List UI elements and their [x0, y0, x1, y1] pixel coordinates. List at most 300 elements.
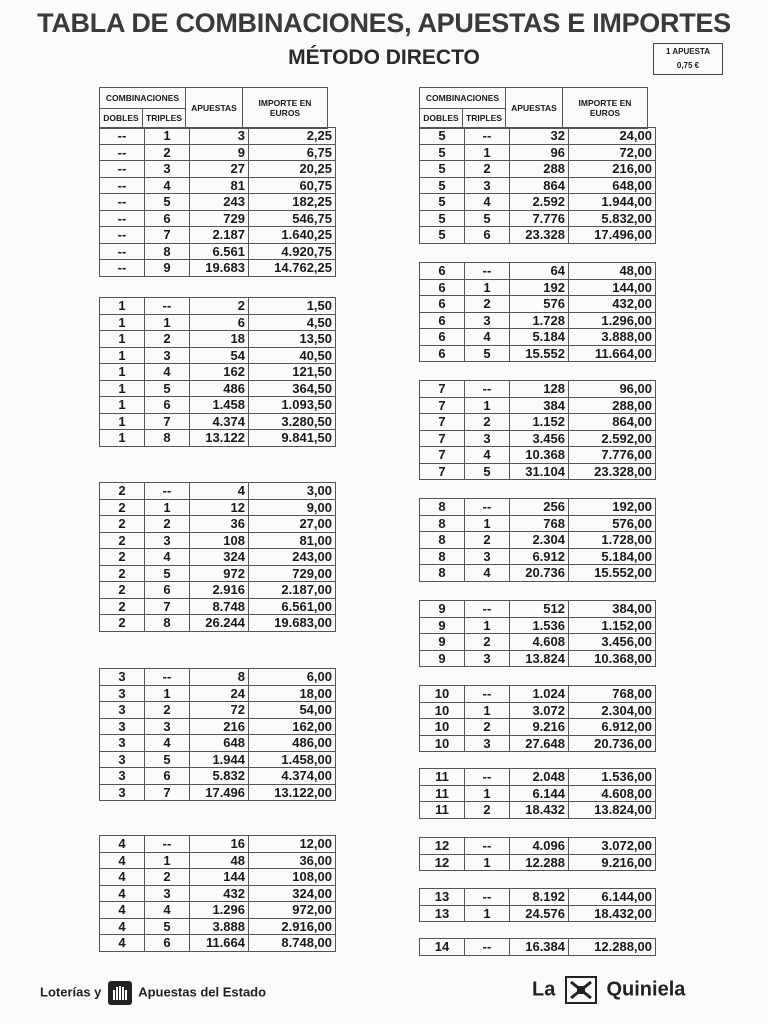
cell-importe: 3.280,50	[249, 413, 336, 430]
cell-importe: 36,00	[249, 852, 336, 869]
cell-triples: 2	[145, 702, 190, 719]
table-row	[100, 128, 336, 145]
price-box	[653, 43, 723, 75]
cell-dobles: 3	[100, 784, 145, 801]
cell-dobles: 1	[100, 430, 145, 447]
cell-importe: 12.288,00	[569, 939, 656, 956]
cell-dobles: 14	[420, 939, 465, 956]
table-row	[100, 869, 336, 886]
cell-importe: 6,75	[249, 144, 336, 161]
cell-importe: 3.072,00	[569, 838, 656, 855]
cell-apuestas: 16.384	[510, 939, 569, 956]
cell-apuestas: 12.288	[510, 854, 569, 871]
page-subtitle: MÉTODO DIRECTO	[288, 46, 480, 69]
cell-importe: 108,00	[249, 869, 336, 886]
cell-dobles: 7	[420, 430, 465, 447]
cell-dobles: 1	[100, 364, 145, 381]
table-row	[100, 918, 336, 935]
combination-table	[419, 768, 656, 819]
cell-dobles: 3	[100, 685, 145, 702]
cell-apuestas: 18.432	[510, 802, 569, 819]
cell-dobles: 2	[100, 615, 145, 632]
combination-table	[419, 380, 656, 480]
cell-importe: 486,00	[249, 735, 336, 752]
cell-importe: 3,00	[249, 483, 336, 500]
cell-dobles: 3	[100, 669, 145, 686]
cell-triples: 2	[465, 532, 510, 549]
table-row	[420, 939, 656, 956]
cell-apuestas: 32	[510, 128, 569, 145]
cell-triples: 1	[465, 702, 510, 719]
combination-table	[419, 685, 656, 752]
cell-apuestas: 384	[510, 397, 569, 414]
table-row	[420, 194, 656, 211]
cell-triples: 1	[145, 852, 190, 869]
cell-apuestas: 1.296	[190, 902, 249, 919]
table-row	[420, 463, 656, 480]
table-row	[100, 314, 336, 331]
table-row	[420, 769, 656, 786]
cell-dobles: 6	[420, 279, 465, 296]
cell-triples: 4	[465, 447, 510, 464]
cell-apuestas: 3.888	[190, 918, 249, 935]
cell-dobles: 4	[100, 869, 145, 886]
cell-dobles: 2	[100, 582, 145, 599]
cell-apuestas: 1.024	[510, 686, 569, 703]
hand-icon	[107, 980, 133, 1006]
cell-apuestas: 2.592	[510, 194, 569, 211]
cell-triples: 3	[465, 548, 510, 565]
cell-triples: 3	[465, 650, 510, 667]
table-row	[420, 263, 656, 280]
price-value: 0,75 €	[676, 61, 700, 70]
cell-dobles: 6	[420, 263, 465, 280]
combination-table	[419, 127, 656, 244]
table-row	[100, 144, 336, 161]
table-row	[420, 296, 656, 313]
table-row	[100, 194, 336, 211]
cell-dobles: 6	[420, 329, 465, 346]
cell-apuestas: 576	[510, 296, 569, 313]
cell-importe: 81,00	[249, 532, 336, 549]
cell-triples: 6	[145, 582, 190, 599]
cell-dobles: 4	[100, 918, 145, 935]
cell-apuestas: 3.456	[510, 430, 569, 447]
cell-dobles: 5	[420, 210, 465, 227]
table-row	[100, 347, 336, 364]
cell-triples: 6	[465, 227, 510, 244]
cell-dobles: 5	[420, 128, 465, 145]
cell-triples: --	[465, 939, 510, 956]
left-table-header	[99, 87, 328, 129]
cell-importe: 12,00	[249, 836, 336, 853]
table-row	[420, 889, 656, 906]
cell-dobles: 7	[420, 397, 465, 414]
table-row	[420, 227, 656, 244]
cell-apuestas: 4.608	[510, 634, 569, 651]
cell-apuestas: 512	[510, 601, 569, 618]
cell-apuestas: 27	[190, 161, 249, 178]
cell-apuestas: 486	[190, 380, 249, 397]
cell-importe: 5.832,00	[569, 210, 656, 227]
cell-apuestas: 11.664	[190, 935, 249, 952]
cell-triples: 6	[145, 210, 190, 227]
table-row	[100, 852, 336, 869]
cell-triples: 3	[465, 312, 510, 329]
cell-triples: 1	[465, 785, 510, 802]
cell-importe: 5.184,00	[569, 548, 656, 565]
table-row	[420, 565, 656, 582]
cell-apuestas: 288	[510, 161, 569, 178]
cell-apuestas: 8.192	[510, 889, 569, 906]
cell-dobles: 10	[420, 702, 465, 719]
cell-triples: 2	[145, 331, 190, 348]
table-row	[100, 549, 336, 566]
cell-dobles: 2	[100, 499, 145, 516]
table-row	[420, 430, 656, 447]
cell-apuestas: 24	[190, 685, 249, 702]
cell-apuestas: 31.104	[510, 463, 569, 480]
combination-table	[419, 888, 656, 922]
cell-importe: 72,00	[569, 144, 656, 161]
cell-dobles: --	[100, 243, 145, 260]
cell-apuestas: 768	[510, 515, 569, 532]
table-row	[100, 499, 336, 516]
cell-importe: 121,50	[249, 364, 336, 381]
cell-apuestas: 6.561	[190, 243, 249, 260]
table-row	[100, 331, 336, 348]
cell-dobles: 1	[100, 298, 145, 315]
table-row	[420, 634, 656, 651]
combination-table	[99, 127, 336, 277]
cell-importe: 96,00	[569, 381, 656, 398]
cell-triples: --	[465, 263, 510, 280]
cell-apuestas: 1.944	[190, 751, 249, 768]
cell-importe: 6.561,00	[249, 598, 336, 615]
cell-apuestas: 729	[190, 210, 249, 227]
cell-triples: 2	[465, 161, 510, 178]
quiniela-logo	[532, 976, 685, 1004]
table-row	[420, 532, 656, 549]
cell-apuestas: 162	[190, 364, 249, 381]
cell-triples: 4	[145, 364, 190, 381]
cell-importe: 432,00	[569, 296, 656, 313]
cell-importe: 1.640,25	[249, 227, 336, 244]
cell-importe: 768,00	[569, 686, 656, 703]
cell-dobles: 13	[420, 889, 465, 906]
cell-apuestas: 2.304	[510, 532, 569, 549]
cell-triples: 4	[465, 329, 510, 346]
cell-importe: 48,00	[569, 263, 656, 280]
cell-apuestas: 1.728	[510, 312, 569, 329]
cell-dobles: 7	[420, 381, 465, 398]
cell-dobles: 4	[100, 902, 145, 919]
cell-dobles: --	[100, 144, 145, 161]
page-title: TABLA DE COMBINACIONES, APUESTAS E IMPORTES	[37, 8, 731, 38]
loterias-logo	[40, 980, 266, 1006]
cell-triples: 2	[145, 516, 190, 533]
cell-dobles: 3	[100, 718, 145, 735]
cell-apuestas: 36	[190, 516, 249, 533]
combination-table	[419, 938, 656, 956]
combination-table	[99, 297, 336, 447]
table-row	[420, 515, 656, 532]
cell-triples: 1	[465, 144, 510, 161]
cell-triples: 7	[145, 413, 190, 430]
table-row	[100, 210, 336, 227]
cell-triples: 4	[145, 549, 190, 566]
right-table-header	[419, 87, 648, 129]
cell-importe: 546,75	[249, 210, 336, 227]
cell-dobles: 4	[100, 852, 145, 869]
cell-importe: 324,00	[249, 885, 336, 902]
table-row	[420, 210, 656, 227]
cell-triples: 7	[145, 598, 190, 615]
table-row	[420, 329, 656, 346]
table-row	[100, 298, 336, 315]
cell-apuestas: 13.824	[510, 650, 569, 667]
cell-dobles: 2	[100, 565, 145, 582]
table-row	[420, 802, 656, 819]
cell-dobles: 3	[100, 768, 145, 785]
cell-apuestas: 864	[510, 177, 569, 194]
cell-triples: 1	[465, 279, 510, 296]
cell-importe: 1.536,00	[569, 769, 656, 786]
cell-dobles: 5	[420, 144, 465, 161]
cell-triples: 1	[145, 685, 190, 702]
cell-dobles: 1	[100, 347, 145, 364]
cell-importe: 1.296,00	[569, 312, 656, 329]
cell-apuestas: 6.912	[510, 548, 569, 565]
table-row	[420, 279, 656, 296]
cell-dobles: 1	[100, 314, 145, 331]
table-row	[420, 905, 656, 922]
cell-apuestas: 2	[190, 298, 249, 315]
combination-table	[419, 837, 656, 871]
cell-importe: 6.144,00	[569, 889, 656, 906]
cell-importe: 3.456,00	[569, 634, 656, 651]
table-row	[420, 735, 656, 752]
table-row	[420, 345, 656, 362]
table-row	[100, 685, 336, 702]
cell-importe: 18,00	[249, 685, 336, 702]
cell-dobles: --	[100, 177, 145, 194]
cell-importe: 1.728,00	[569, 532, 656, 549]
cell-dobles: 4	[100, 885, 145, 902]
cell-triples: 1	[465, 905, 510, 922]
cell-apuestas: 27.648	[510, 735, 569, 752]
cell-importe: 243,00	[249, 549, 336, 566]
cell-importe: 182,25	[249, 194, 336, 211]
cell-triples: --	[145, 669, 190, 686]
cell-triples: 1	[465, 515, 510, 532]
cell-importe: 40,50	[249, 347, 336, 364]
header-importe: IMPORTE EN EUROS	[243, 88, 328, 129]
table-row	[420, 719, 656, 736]
cell-apuestas: 48	[190, 852, 249, 869]
cell-triples: 5	[145, 194, 190, 211]
cell-importe: 2.592,00	[569, 430, 656, 447]
cell-dobles: 8	[420, 499, 465, 516]
cell-importe: 7.776,00	[569, 447, 656, 464]
cell-apuestas: 8	[190, 669, 249, 686]
cell-dobles: 12	[420, 838, 465, 855]
cell-triples: --	[145, 483, 190, 500]
combination-table	[419, 262, 656, 362]
cell-importe: 4,50	[249, 314, 336, 331]
cell-dobles: --	[100, 227, 145, 244]
header-apuestas: APUESTAS	[506, 88, 563, 129]
cell-apuestas: 23.328	[510, 227, 569, 244]
cell-apuestas: 64	[510, 263, 569, 280]
cell-triples: 5	[145, 380, 190, 397]
cell-dobles: 5	[420, 227, 465, 244]
table-row	[420, 128, 656, 145]
cell-triples: 2	[145, 144, 190, 161]
cell-dobles: 1	[100, 413, 145, 430]
cell-triples: --	[465, 769, 510, 786]
cell-dobles: 9	[420, 617, 465, 634]
cell-apuestas: 1.458	[190, 397, 249, 414]
cell-dobles: 9	[420, 601, 465, 618]
cell-triples: --	[145, 836, 190, 853]
cell-dobles: --	[100, 128, 145, 145]
cell-dobles: 9	[420, 650, 465, 667]
cell-apuestas: 12	[190, 499, 249, 516]
cell-apuestas: 216	[190, 718, 249, 735]
table-row	[100, 380, 336, 397]
table-row	[420, 617, 656, 634]
header-dobles: DOBLES	[420, 108, 463, 129]
cell-apuestas: 324	[190, 549, 249, 566]
table-row	[420, 447, 656, 464]
cell-dobles: 4	[100, 836, 145, 853]
cell-apuestas: 18	[190, 331, 249, 348]
cell-apuestas: 3	[190, 128, 249, 145]
cell-importe: 1,50	[249, 298, 336, 315]
cell-apuestas: 2.916	[190, 582, 249, 599]
cell-apuestas: 72	[190, 702, 249, 719]
cell-triples: 8	[145, 430, 190, 447]
table-row	[420, 854, 656, 871]
cell-apuestas: 6.144	[510, 785, 569, 802]
table-row	[100, 598, 336, 615]
cell-importe: 13,50	[249, 331, 336, 348]
cell-dobles: --	[100, 194, 145, 211]
table-row	[100, 532, 336, 549]
table-row	[100, 735, 336, 752]
cell-triples: 2	[465, 414, 510, 431]
table-row	[420, 397, 656, 414]
cell-dobles: 5	[420, 177, 465, 194]
cell-triples: --	[465, 889, 510, 906]
table-row	[420, 785, 656, 802]
table-row	[100, 702, 336, 719]
table-row	[420, 161, 656, 178]
cell-triples: 5	[145, 918, 190, 935]
cell-importe: 384,00	[569, 601, 656, 618]
cell-importe: 14.762,25	[249, 260, 336, 277]
table-row	[420, 601, 656, 618]
cell-triples: 1	[145, 128, 190, 145]
cell-apuestas: 7.776	[510, 210, 569, 227]
cell-importe: 18.432,00	[569, 905, 656, 922]
cell-triples: 3	[145, 885, 190, 902]
cell-dobles: --	[100, 260, 145, 277]
cell-apuestas: 8.748	[190, 598, 249, 615]
cell-dobles: 13	[420, 905, 465, 922]
cell-triples: 4	[465, 194, 510, 211]
cell-apuestas: 128	[510, 381, 569, 398]
header-combinaciones: COMBINACIONES	[420, 88, 506, 109]
table-row	[100, 768, 336, 785]
table-row	[420, 686, 656, 703]
cell-importe: 216,00	[569, 161, 656, 178]
table-row	[100, 751, 336, 768]
cell-importe: 576,00	[569, 515, 656, 532]
cell-dobles: 11	[420, 769, 465, 786]
cell-importe: 54,00	[249, 702, 336, 719]
cell-triples: 3	[465, 177, 510, 194]
cell-triples: --	[145, 298, 190, 315]
cell-triples: 2	[465, 719, 510, 736]
cell-apuestas: 81	[190, 177, 249, 194]
header-combinaciones: COMBINACIONES	[100, 88, 186, 109]
cell-importe: 6.912,00	[569, 719, 656, 736]
table-row	[420, 499, 656, 516]
cell-apuestas: 5.184	[510, 329, 569, 346]
cell-apuestas: 4.374	[190, 413, 249, 430]
cell-importe: 20,25	[249, 161, 336, 178]
cell-apuestas: 20.736	[510, 565, 569, 582]
table-row	[100, 430, 336, 447]
cell-triples: --	[465, 686, 510, 703]
cell-dobles: 1	[100, 397, 145, 414]
combination-table	[419, 498, 656, 582]
table-row	[100, 615, 336, 632]
cell-apuestas: 2.048	[510, 769, 569, 786]
cell-dobles: --	[100, 161, 145, 178]
table-row	[100, 161, 336, 178]
cell-triples: 3	[145, 347, 190, 364]
table-row	[100, 885, 336, 902]
table-row	[100, 902, 336, 919]
cell-triples: 5	[145, 565, 190, 582]
cell-apuestas: 243	[190, 194, 249, 211]
table-row	[100, 784, 336, 801]
cell-dobles: 8	[420, 515, 465, 532]
cell-dobles: --	[100, 210, 145, 227]
cell-dobles: 3	[100, 735, 145, 752]
cell-triples: --	[465, 838, 510, 855]
cell-dobles: 11	[420, 785, 465, 802]
cell-apuestas: 4	[190, 483, 249, 500]
combination-table	[99, 668, 336, 801]
cell-dobles: 8	[420, 565, 465, 582]
cell-dobles: 4	[100, 935, 145, 952]
cell-triples: --	[465, 128, 510, 145]
cell-importe: 19.683,00	[249, 615, 336, 632]
cell-importe: 2.304,00	[569, 702, 656, 719]
cell-importe: 15.552,00	[569, 565, 656, 582]
cell-triples: 9	[145, 260, 190, 277]
cell-importe: 4.608,00	[569, 785, 656, 802]
cell-triples: 8	[145, 243, 190, 260]
cell-importe: 27,00	[249, 516, 336, 533]
header-triples: TRIPLES	[143, 108, 186, 129]
cell-importe: 2.187,00	[249, 582, 336, 599]
cell-apuestas: 256	[510, 499, 569, 516]
